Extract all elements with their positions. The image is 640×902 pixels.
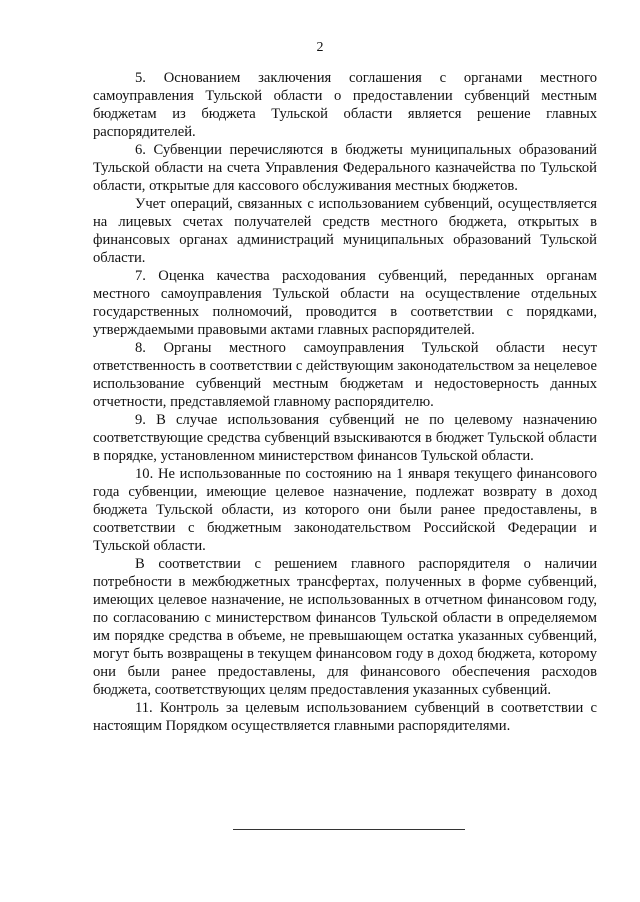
- document-body: [93, 69, 597, 735]
- paragraph-5: 5. Основанием заключения соглашения с органами местного самоуправления Тульской области о предоставлении субвенций местным бюджетам из бюджета Тульской области является решение главных распорядителей.: [93, 70, 597, 140]
- paragraph-9: 9. В случае использования субвенций не по целевому назначению соответствующие средства субвенций взыскиваются в бюджет Тульской области в порядке, установленном министерством финансов Тульской области.: [93, 412, 597, 464]
- page-number: 2: [316, 40, 324, 55]
- paragraph-11: 11. Контроль за целевым использованием субвенций в соответствии с настоящим Порядком осуществляется главными распорядителями.: [93, 700, 597, 734]
- paragraph-10: 10. Не использованные по состоянию на 1 января текущего финансового года субвенции, имеющие целевое назначение, подлежат возврату в доход бюджета Тульской области, из которого они были ранее предоставлены, в соответствии с бюджетным законодательством Российской Федерации и Тульской области.: [93, 466, 597, 554]
- paragraph-8: 8. Органы местного самоуправления Тульской области несут ответственность в соответствии с действующим законодательством за нецелевое использование субвенций местным бюджетам и недостоверность данных отчетности, представляемой главному распорядителю.: [93, 340, 597, 410]
- paragraph-10-return: В соответствии с решением главного распорядителя о наличии потребности в межбюджетных трансфертах, полученных в форме субвенций, имеющих целевое назначение, не использованных в отчетном финансовом году, по согласованию с министерством финансов Тульской области в определяемом им порядке средства в объеме, не превышающем остатка указанных субвенций, могут быть возвращены в текущем финансовом году в доход бюджета, которому они были ранее предоставлены, для финансового обеспечения расходов бюджета, соответствующих целям предоставления указанных субвенций.: [93, 556, 597, 698]
- paragraph-7: 7. Оценка качества расходования субвенций, переданных органам местного самоуправления Тульской области на осуществление отдельных государственных полномочий, проводится в соответствии с порядками, утверждаемыми правовыми актами главных распорядителей.: [93, 268, 597, 338]
- paragraph-6-accounting: Учет операций, связанных с использованием субвенций, осуществляется на лицевых счетах получателей средств местного бюджета, открытых в финансовых органах администраций муниципальных образований Тульской области.: [93, 196, 597, 266]
- paragraph-6: 6. Субвенции перечисляются в бюджеты муниципальных образований Тульской области на счета Управления Федерального казначейства по Тульской области, открытые для кассового обслуживания местных бюджетов.: [93, 142, 597, 194]
- closing-divider-line: [233, 829, 465, 830]
